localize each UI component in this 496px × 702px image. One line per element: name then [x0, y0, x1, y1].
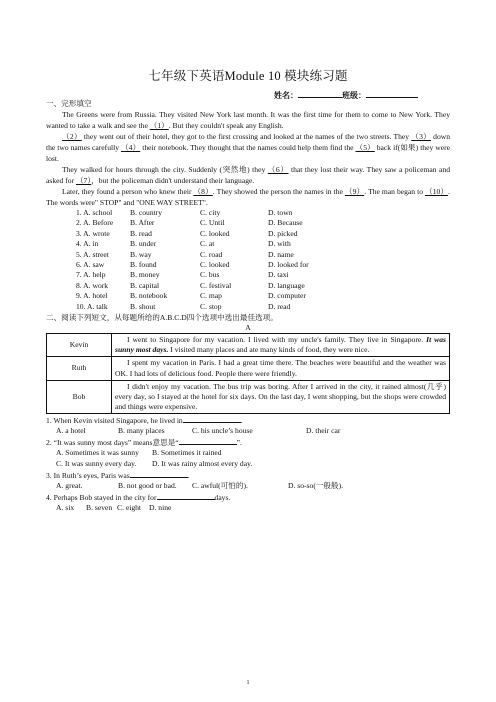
answer-blank[interactable]: [179, 436, 237, 445]
name-blank[interactable]: [298, 89, 342, 98]
blank-10: （10）: [425, 187, 449, 196]
blank-8: （8）: [193, 187, 213, 196]
option: C. festival: [200, 280, 232, 290]
option: 8. A. work: [76, 280, 109, 290]
option: B. shout: [130, 301, 156, 311]
passage-paragraph-3: They walked for hours through the city. Suddenly (突然地) they （6） that they lost their way. They saw a policeman and asked for （7），but the policeman didn't understand their language.: [46, 165, 450, 185]
vacation-table: [46, 333, 450, 414]
option: D. nine: [149, 503, 172, 513]
name-label: 姓名：: [274, 91, 298, 100]
option: D. with: [268, 239, 291, 249]
option: C. looked: [200, 259, 230, 269]
person-name: Bob: [47, 380, 112, 414]
option: B. seven: [86, 503, 113, 513]
question-3: 3. In Ruth’s eyes, Paris was .: [46, 471, 190, 481]
passage-paragraph-4: Later, they found a person who knew their （8）. They showed the person the names in the （9）. The man began to （10）. The words were" STOP" and "ONE WAY STREET".: [46, 187, 451, 207]
blank-6: （6）: [267, 165, 289, 174]
page-title: 七年级下英语Module 10 模块练习题: [148, 69, 348, 83]
blank-1: （1）: [149, 121, 169, 130]
question-3-options: [56, 480, 450, 491]
option: C. city: [200, 208, 221, 217]
option: A. Sometimes it was sunny: [56, 448, 139, 458]
answer-blank[interactable]: [183, 414, 241, 423]
section2-heading: 二、阅读下列短文，从每题所给的A.B.C.D四个选项中选出最佳选项。: [46, 312, 278, 322]
option: B. not good or bad.: [118, 481, 177, 491]
option: D. so-so(一般般).: [288, 481, 344, 491]
option: D. taxi: [268, 270, 289, 280]
option: D. their car: [306, 426, 341, 436]
option: D. Because: [268, 218, 303, 228]
option: 5. A. street: [76, 249, 109, 259]
option-row: [76, 239, 450, 249]
option: C. It was sunny every day.: [56, 459, 137, 469]
passage-paragraph-2: （2） they went out of their hotel, they got to the first crossing and looked at the names of the two streets. They （3） down the two names carefully （4） their notebook. They thought that the names could help them find the （5） back if(如果) they were lost.: [46, 132, 451, 163]
person-name: Ruth: [47, 357, 112, 380]
option: C. looked: [200, 228, 230, 238]
class-blank[interactable]: [366, 89, 418, 98]
option: A. six: [56, 503, 75, 513]
option: D. computer: [268, 291, 306, 301]
blank-3: （3）: [411, 132, 431, 141]
worksheet-content: [46, 98, 450, 513]
option: D. picked: [268, 228, 298, 238]
option: D. town: [268, 208, 293, 217]
option-row: [76, 218, 450, 228]
question-2-options-b: [56, 458, 450, 469]
blank-2: （2）: [62, 132, 82, 141]
option: 7. A. help: [76, 270, 106, 280]
question-2: 2. “It was sunny most days” means意思是“ ”.: [46, 438, 242, 448]
option: 4. A. in: [76, 239, 99, 249]
option: B. under: [130, 239, 157, 249]
option: 6. A. saw: [76, 259, 105, 269]
option-row: [76, 281, 450, 291]
option: C. stop: [200, 301, 222, 311]
option: C. his uncle’s house: [192, 426, 253, 436]
option: C. awful(可怕的).: [192, 481, 248, 491]
option: B. found: [130, 259, 157, 269]
option: A. a hotel: [56, 426, 86, 436]
question-4-options: [56, 502, 450, 513]
option-row: [76, 291, 450, 301]
option: B. money: [130, 270, 160, 280]
option: B. After: [130, 218, 155, 228]
question-2-options-a: [56, 447, 450, 458]
option: 9. A. hotel: [76, 291, 108, 301]
option: B. country: [130, 208, 163, 217]
option: B. many places: [118, 426, 165, 436]
blank-9: （9）: [344, 187, 365, 196]
person-name: Kevin: [47, 333, 112, 356]
option-row: [76, 302, 450, 312]
option: B. way: [130, 249, 152, 259]
question-1-options: [56, 425, 450, 436]
option: C. map: [200, 291, 222, 301]
option: B. Sometimes it rained: [152, 448, 222, 458]
question-4: 4. Perhaps Bob stayed in the city for days.: [46, 493, 231, 503]
option-row: [76, 260, 450, 270]
page-number: 1: [246, 680, 250, 686]
option-row: [76, 270, 450, 280]
option: D. It was rainy almost every day.: [152, 459, 253, 469]
section-a-label: A: [245, 322, 251, 332]
option-row: [76, 229, 450, 239]
table-row: [47, 333, 450, 356]
blank-7: （7）: [75, 176, 92, 185]
option: D. looked for: [268, 259, 309, 269]
option: 1. A. school: [76, 208, 113, 217]
option: C. eight: [117, 503, 142, 513]
option: D. read: [268, 301, 291, 311]
option: B. read: [130, 228, 152, 238]
cloze-options: [76, 208, 450, 312]
option: C. at: [200, 239, 215, 249]
section1-heading: 一、完形填空: [46, 99, 92, 108]
person-text: I spent my vacation in Paris. I had a great time there. The beaches were beautiful and the weather was OK. I had lots of delicious food. People there were friendly.: [112, 357, 450, 380]
question-1: 1. When Kevin visited Singapore, he lived in .: [46, 416, 243, 426]
option: C. bus: [200, 270, 220, 280]
option: D. language: [268, 280, 305, 290]
option-row: [76, 208, 450, 218]
blank-4: （4）: [121, 143, 141, 152]
answer-blank[interactable]: [157, 491, 215, 500]
option: B. capital: [130, 280, 160, 290]
option: B. notebook: [130, 291, 168, 301]
class-label: 班级：: [342, 91, 366, 100]
person-text: I went to Singapore for my vacation. I lived with my uncle's family. They live in Singapore. It was sunny most days. I visited many places and ate many kinds of food, they were nice.: [112, 333, 450, 356]
option: D. name: [268, 249, 294, 259]
option: 2. A. Before: [76, 218, 114, 228]
person-text: I didn't enjoy my vacation. The bus trip was boring. After I arrived in the city, it rained almost(几乎) every day, so I stayed at the hotel for six days. On the last day, I went shopping, but the shops were crowded and things were expensive.: [112, 380, 450, 414]
option: 3. A. wrote: [76, 228, 110, 238]
option: A. great.: [56, 481, 83, 491]
passage-paragraph-1: The Greens were from Russia. They visited New York last month. It was the first time for them to come to New York. They wanted to take a walk and see the （1）. But they couldn't speak any English.: [46, 110, 450, 130]
option-row: [76, 250, 450, 260]
option: 10. A. talk: [76, 301, 108, 311]
table-row: [47, 357, 450, 380]
option: C. Until: [200, 218, 225, 228]
answer-blank[interactable]: [130, 469, 188, 478]
table-row: [47, 380, 450, 414]
option: C. road: [200, 249, 223, 259]
blank-5: （5）: [355, 143, 375, 152]
